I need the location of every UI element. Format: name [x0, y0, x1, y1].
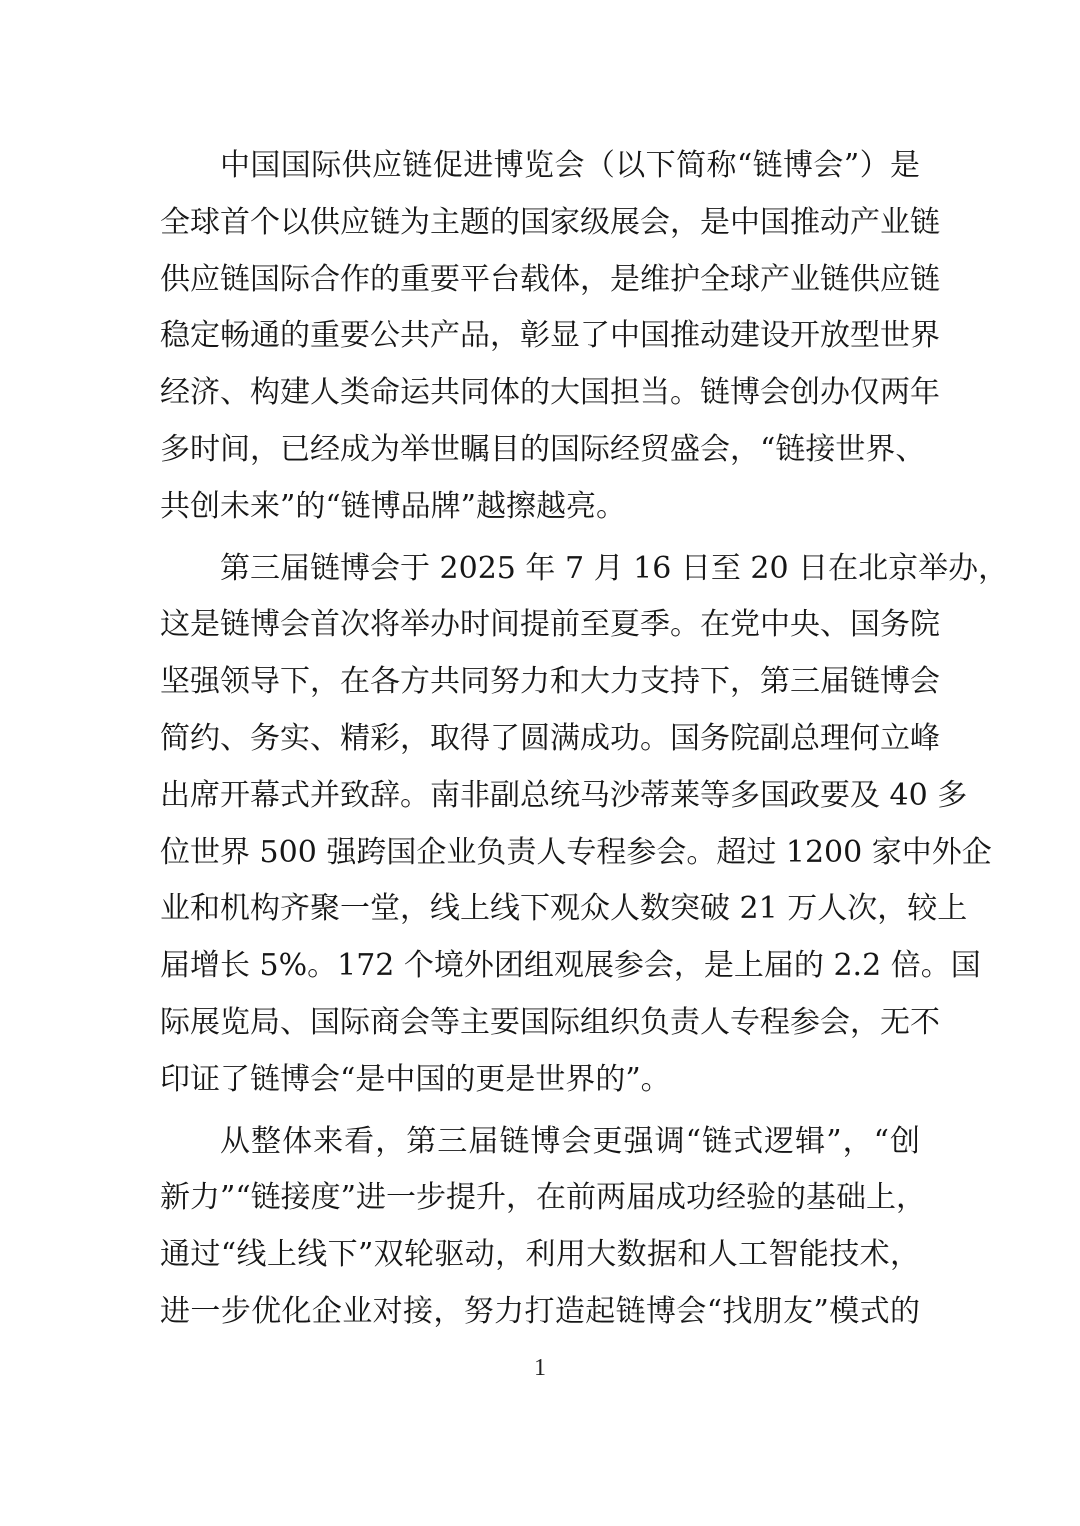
text-line: 通过“线上线下”双轮驱动，利用大数据和人工智能技术， [160, 1237, 920, 1273]
text-line: 这是链博会首次将举办时间提前至夏季。在党中央、国务院 [160, 607, 940, 643]
page-number: 1 [534, 1355, 546, 1381]
text-line: 际展览局、国际商会等主要国际组织负责人专程参会，无不 [160, 1004, 940, 1040]
text-line: 供应链国际合作的重要平台载体，是维护全球产业链供应链 [160, 261, 940, 297]
text-line: 新力”“链接度”进一步提升，在前两届成功经验的基础上， [160, 1180, 927, 1216]
text-line: 稳定畅通的重要公共产品，彰显了中国推动建设开放型世界 [160, 318, 940, 354]
text-line: 位世界 500 强跨国企业负责人专程参会。超过 1200 家中外企 [160, 834, 992, 870]
text-line: 共创未来”的“链博品牌”越擦越亮。 [160, 488, 627, 524]
text-line: 出席开幕式并致辞。南非副总统马沙蒂莱等多国政要及 40 多 [160, 777, 968, 813]
text-line: 进一步优化企业对接，努力打造起链博会“找朋友”模式的 [160, 1293, 920, 1329]
paragraph-2 [160, 541, 1009, 1109]
body-text [160, 138, 1009, 1341]
paragraph-3 [160, 1114, 927, 1341]
text-line: 从整体来看，第三届链博会更强调“链式逻辑”，“创 [220, 1123, 920, 1159]
text-line: 中国国际供应链促进博览会（以下简称“链博会”）是 [220, 148, 920, 183]
text-line: 全球首个以供应链为主题的国家级展会，是中国推动产业链 [160, 204, 940, 240]
text-line: 届增长 5%。172 个境外团组观展参会，是上届的 2.2 倍。国 [160, 948, 981, 984]
text-line: 坚强领导下，在各方共同努力和大力支持下，第三届链博会 [160, 664, 940, 700]
text-line: 业和机构齐聚一堂，线上线下观众人数突破 21 万人次，较上 [160, 891, 968, 927]
text-line: 印证了链博会“是中国的更是世界的”。 [160, 1061, 671, 1097]
text-line: 经济、构建人类命运共同体的大国担当。链博会创办仅两年 [160, 375, 940, 411]
text-line: 多时间，已经成为举世瞩目的国际经贸盛会，“链接世界、 [160, 431, 926, 467]
text-line: 简约、务实、精彩，取得了圆满成功。国务院副总理何立峰 [160, 720, 940, 756]
paragraph-1 [160, 138, 940, 536]
text-line: 第三届链博会于 2025 年 7 月 16 日至 20 日在北京举办， [220, 550, 1009, 586]
